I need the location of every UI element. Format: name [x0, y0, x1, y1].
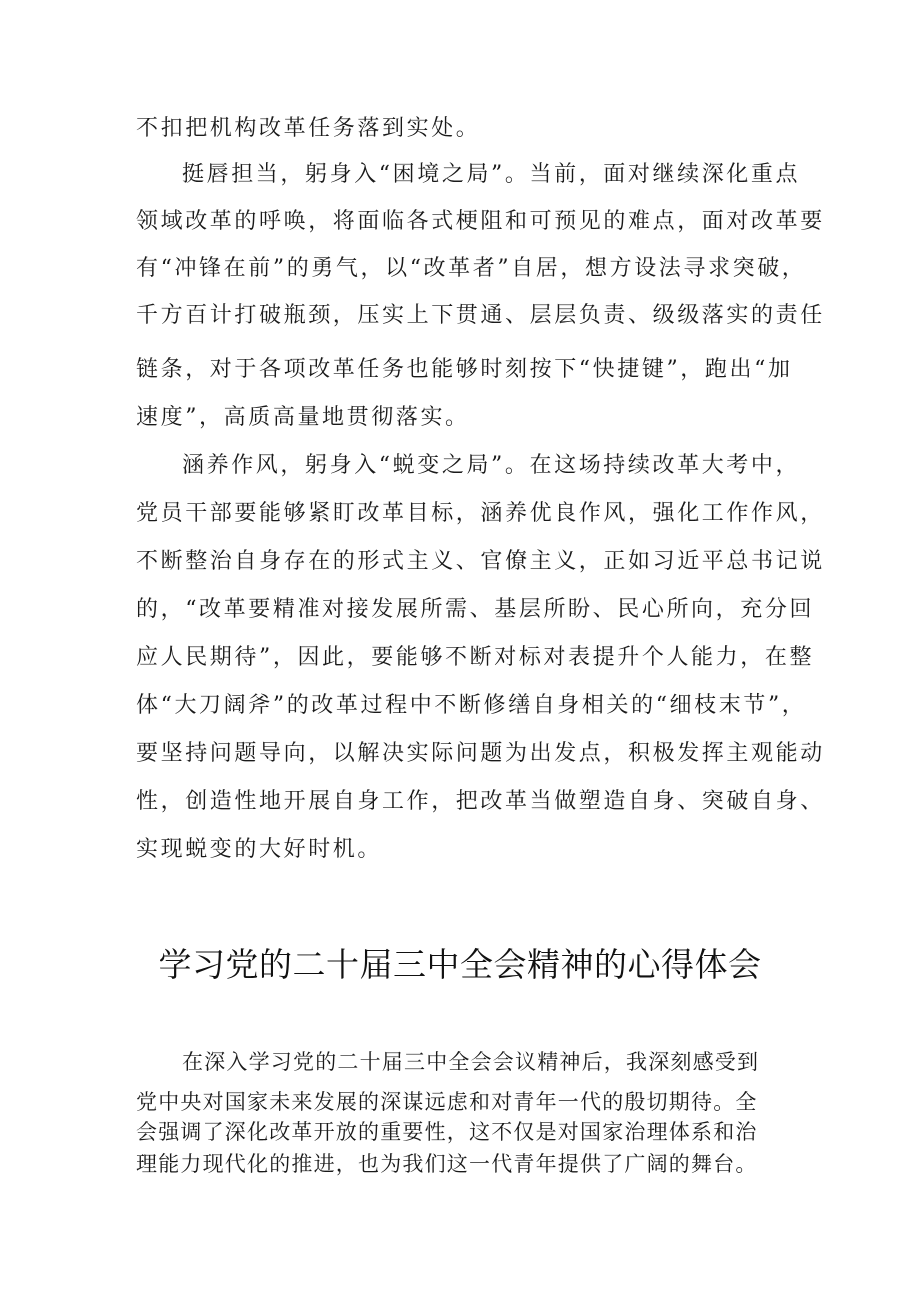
paragraph-4-line: 党中央对国家未来发展的深谋远虑和对青年一代的殷切期待。全 — [136, 1090, 758, 1114]
paragraph-2-line: 链条，对于各项改革任务也能够时刻按下“快捷键”，跑出“加 — [136, 357, 793, 382]
paragraph-4-line: 在深入学习党的二十届三中全会会议精神后，我深刻感受到 — [182, 1050, 760, 1074]
paragraph-2-line: 速度”，高质高量地贯彻落实。 — [136, 405, 470, 430]
paragraph-3-line: 不断整治自身存在的形式主义、官僚主义，正如习近平总书记说 — [136, 549, 825, 574]
paragraph-3-line: 性，创造性地开展自身工作，把改革当做塑造自身、突破自身、 — [136, 789, 825, 814]
paragraph-4-line: 会强调了深化改革开放的重要性，这不仅是对国家治理体系和治 — [136, 1120, 758, 1144]
paragraph-3-line: 实现蜕变的大好时机。 — [136, 837, 383, 862]
paragraph-2-line: 千方百计打破瓶颈，压实上下贯通、层层负责、级级落实的责任 — [136, 303, 825, 328]
paragraph-1-line: 不扣把机构改革任务落到实处。 — [136, 116, 481, 141]
paragraph-2-line: 有“冲锋在前”的勇气，以“改革者”自居，想方设法寻求突破， — [136, 256, 807, 281]
paragraph-2-line: 领域改革的呼唤，将面临各式梗阻和可预见的难点，面对改革要 — [136, 209, 825, 234]
paragraph-3-line: 要坚持问题导向，以解决实际问题为出发点，积极发挥主观能动 — [136, 741, 825, 766]
paragraph-2-line: 挺唇担当，躬身入“困境之局”。当前，面对继续深化重点 — [182, 162, 801, 187]
section-heading: 学习党的二十届三中全会精神的心得体会 — [158, 945, 762, 984]
paragraph-3-line: 应人民期待”，因此，要能够不断对标对表提升个人能力，在整 — [136, 645, 815, 670]
paragraph-3-line: 涵养作风，躬身入“蜕变之局”。在这场持续改革大考中， — [182, 453, 801, 478]
paragraph-4-line: 理能力现代化的推进，也为我们这一代青年提供了广阔的舞台。 — [136, 1152, 758, 1176]
paragraph-3-line: 党员干部要能够紧盯改革目标，涵养优良作风，强化工作作风， — [136, 501, 825, 526]
paragraph-3-line: 体“大刀阔斧”的改革过程中不断修缮自身相关的“细枝末节”， — [136, 693, 807, 718]
paragraph-3-line: 的，“改革要精准对接发展所需、基层所盼、民心所向，充分回 — [136, 597, 815, 622]
